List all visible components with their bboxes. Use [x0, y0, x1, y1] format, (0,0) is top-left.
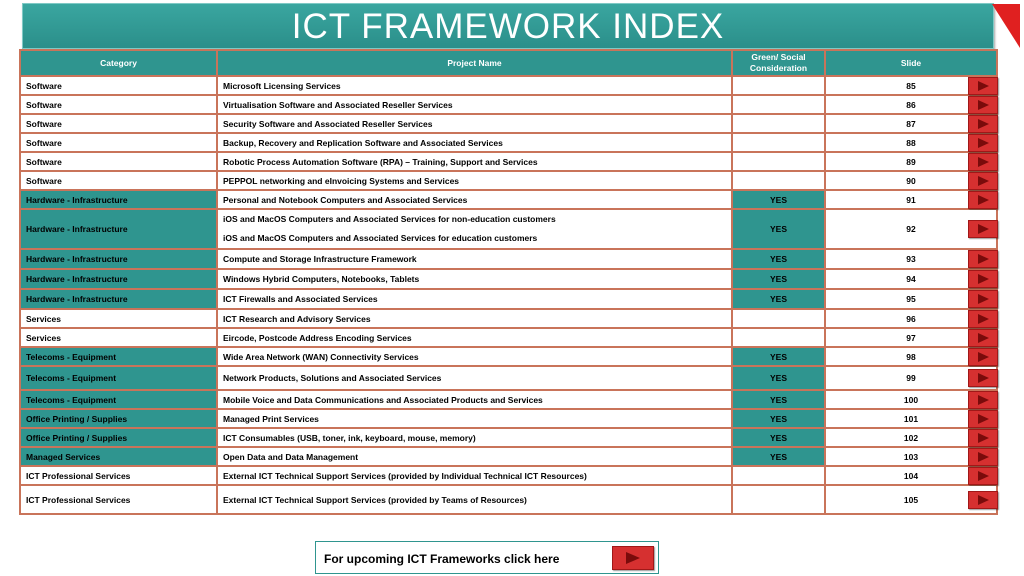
header-category: Category — [20, 50, 217, 76]
project-name-cell: PEPPOL networking and eInvoicing Systems and Services — [217, 171, 732, 190]
green-social-cell — [732, 466, 825, 485]
slide-number: 96 — [906, 313, 916, 324]
table-row — [20, 366, 997, 390]
go-to-slide-button[interactable] — [968, 220, 998, 238]
project-name-cell: Managed Print Services — [217, 409, 732, 428]
green-social-cell: YES — [732, 366, 825, 390]
slide-number: 89 — [906, 156, 916, 167]
project-name-cell: Backup, Recovery and Replication Software and Associated Services — [217, 133, 732, 152]
play-arrow-icon — [978, 352, 989, 362]
slide-cell — [825, 428, 997, 447]
play-arrow-icon — [978, 495, 989, 505]
slide-number: 97 — [906, 332, 916, 343]
table-row — [20, 466, 997, 485]
go-to-slide-button[interactable] — [968, 153, 998, 171]
slide-number: 105 — [903, 494, 919, 505]
play-arrow-icon — [978, 254, 989, 264]
go-to-slide-button[interactable] — [968, 491, 998, 509]
project-name-cell: Windows Hybrid Computers, Notebooks, Tablets — [217, 269, 732, 289]
category-cell: Telecoms - Equipment — [20, 347, 217, 366]
slide-cell — [825, 269, 997, 289]
green-social-cell: YES — [732, 249, 825, 269]
go-to-slide-button[interactable] — [968, 77, 998, 95]
green-social-cell — [732, 133, 825, 152]
category-cell: Hardware - Infrastructure — [20, 289, 217, 309]
go-to-slide-button[interactable] — [968, 448, 998, 466]
table-body — [20, 76, 997, 514]
green-social-cell: YES — [732, 347, 825, 366]
project-name-line: iOS and MacOS Computers and Associated Services for education customers — [223, 233, 538, 243]
go-to-slide-button[interactable] — [968, 134, 998, 152]
slide-number: 95 — [906, 294, 916, 304]
slide-cell — [825, 347, 997, 366]
green-social-cell — [732, 114, 825, 133]
project-name-cell: Security Software and Associated Reseller Services — [217, 114, 732, 133]
category-cell: Software — [20, 76, 217, 95]
slide-number: 86 — [906, 99, 916, 110]
category-cell: Software — [20, 114, 217, 133]
go-to-slide-button[interactable] — [968, 290, 998, 308]
slide-number: 104 — [903, 470, 919, 481]
green-social-cell: YES — [732, 269, 825, 289]
category-cell: Hardware - Infrastructure — [20, 209, 217, 249]
green-social-cell — [732, 309, 825, 328]
table-row — [20, 347, 997, 366]
table-header-row — [20, 50, 997, 76]
category-cell: Office Printing / Supplies — [20, 409, 217, 428]
category-cell: Services — [20, 309, 217, 328]
category-cell: Software — [20, 152, 217, 171]
go-to-slide-button[interactable] — [968, 96, 998, 114]
go-to-slide-button[interactable] — [968, 250, 998, 268]
table-row — [20, 390, 997, 409]
slide-cell — [825, 190, 997, 209]
slide-number: 102 — [903, 432, 919, 443]
project-name-cell: Network Products, Solutions and Associated Services — [217, 366, 732, 390]
slide-number: 87 — [906, 118, 916, 129]
go-to-slide-button[interactable] — [968, 310, 998, 328]
table-row — [20, 114, 997, 133]
slide-cell — [825, 152, 997, 171]
play-arrow-icon — [978, 471, 989, 481]
play-arrow-icon — [978, 274, 989, 284]
play-arrow-icon — [978, 414, 989, 424]
green-social-cell: YES — [732, 409, 825, 428]
table-row — [20, 485, 997, 514]
play-arrow-icon — [978, 176, 989, 186]
play-arrow-icon — [978, 224, 989, 234]
play-arrow-icon — [978, 333, 989, 343]
table-row — [20, 447, 997, 466]
project-name-cell: ICT Consumables (USB, toner, ink, keyboard, mouse, memory) — [217, 428, 732, 447]
play-arrow-icon — [978, 395, 989, 405]
table-row — [20, 249, 997, 269]
slide-cell — [825, 76, 997, 95]
green-social-cell — [732, 95, 825, 114]
slide-cell — [825, 209, 997, 249]
play-arrow-icon — [626, 552, 640, 564]
go-to-slide-button[interactable] — [968, 115, 998, 133]
framework-index-table — [19, 49, 998, 515]
slide-number: 91 — [906, 194, 916, 205]
header-slide: Slide — [825, 50, 997, 76]
category-cell: Software — [20, 171, 217, 190]
slide-cell — [825, 328, 997, 347]
table-row — [20, 328, 997, 347]
upcoming-frameworks-button[interactable] — [612, 546, 654, 570]
green-social-cell: YES — [732, 209, 825, 249]
category-cell: Services — [20, 328, 217, 347]
slide-number: 99 — [906, 373, 916, 383]
slide-cell — [825, 309, 997, 328]
table-row — [20, 76, 997, 95]
slide-number: 85 — [906, 80, 916, 91]
slide-number: 98 — [906, 351, 916, 362]
go-to-slide-button[interactable] — [968, 391, 998, 409]
table-row — [20, 289, 997, 309]
green-social-cell: YES — [732, 190, 825, 209]
category-cell: ICT Professional Services — [20, 485, 217, 514]
project-name-cell: Microsoft Licensing Services — [217, 76, 732, 95]
slide-cell — [825, 390, 997, 409]
go-to-slide-button[interactable] — [968, 329, 998, 347]
project-name-cell: ICT Firewalls and Associated Services — [217, 289, 732, 309]
category-cell: Office Printing / Supplies — [20, 428, 217, 447]
go-to-slide-button[interactable] — [968, 410, 998, 428]
project-name-cell: External ICT Technical Support Services (provided by Teams of Resources) — [217, 485, 732, 514]
go-to-slide-button[interactable] — [968, 172, 998, 190]
corner-triangle-icon — [992, 4, 1020, 48]
green-social-cell — [732, 485, 825, 514]
table-row — [20, 152, 997, 171]
slide-number: 90 — [906, 175, 916, 186]
go-to-slide-button[interactable] — [968, 191, 998, 209]
slide-cell — [825, 447, 997, 466]
green-social-cell: YES — [732, 447, 825, 466]
project-name-cell: Compute and Storage Infrastructure Framework — [217, 249, 732, 269]
project-name-cell: Robotic Process Automation Software (RPA) – Training, Support and Services — [217, 152, 732, 171]
play-arrow-icon — [978, 195, 989, 205]
slide-cell — [825, 289, 997, 309]
table-row — [20, 171, 997, 190]
play-arrow-icon — [978, 314, 989, 324]
play-arrow-icon — [978, 373, 989, 383]
project-name-cell: External ICT Technical Support Services (provided by Individual Technical ICT Resources) — [217, 466, 732, 485]
slide-cell — [825, 133, 997, 152]
category-cell: Hardware - Infrastructure — [20, 249, 217, 269]
table-row — [20, 133, 997, 152]
go-to-slide-button[interactable] — [968, 369, 998, 387]
upcoming-frameworks-box — [315, 541, 659, 574]
project-name-cell: Personal and Notebook Computers and Associated Services — [217, 190, 732, 209]
project-name-cell: Eircode, Postcode Address Encoding Services — [217, 328, 732, 347]
table-row — [20, 95, 997, 114]
play-arrow-icon — [978, 81, 989, 91]
category-cell: Telecoms - Equipment — [20, 366, 217, 390]
header-green-social: Green/ Social Consideration — [732, 50, 825, 76]
category-cell: Telecoms - Equipment — [20, 390, 217, 409]
play-arrow-icon — [978, 294, 989, 304]
play-arrow-icon — [978, 433, 989, 443]
category-cell: Software — [20, 95, 217, 114]
play-arrow-icon — [978, 138, 989, 148]
play-arrow-icon — [978, 452, 989, 462]
table-row — [20, 409, 997, 428]
slide-number: 93 — [906, 254, 916, 264]
category-cell: ICT Professional Services — [20, 466, 217, 485]
project-name-cell: Virtualisation Software and Associated Reseller Services — [217, 95, 732, 114]
slide-cell — [825, 249, 997, 269]
table-row — [20, 428, 997, 447]
table-row — [20, 209, 997, 249]
category-cell: Software — [20, 133, 217, 152]
category-cell: Hardware - Infrastructure — [20, 269, 217, 289]
slide-cell — [825, 466, 997, 485]
project-name-cell: ICT Research and Advisory Services — [217, 309, 732, 328]
slide-cell — [825, 485, 997, 514]
go-to-slide-button[interactable] — [968, 270, 998, 288]
green-social-cell — [732, 76, 825, 95]
upcoming-frameworks-label: For upcoming ICT Frameworks click here — [324, 552, 560, 566]
project-name-cell: Open Data and Data Management — [217, 447, 732, 466]
slide-number: 103 — [903, 451, 919, 462]
go-to-slide-button[interactable] — [968, 429, 998, 447]
slide-number: 94 — [906, 274, 916, 284]
header-project-name: Project Name — [217, 50, 732, 76]
project-name-line: iOS and MacOS Computers and Associated Services for non-education customers — [223, 214, 556, 224]
go-to-slide-button[interactable] — [968, 467, 998, 485]
play-arrow-icon — [978, 157, 989, 167]
table-row — [20, 269, 997, 289]
green-social-cell: YES — [732, 289, 825, 309]
green-social-cell — [732, 152, 825, 171]
slide-number: 88 — [906, 137, 916, 148]
slide-number: 100 — [903, 394, 919, 405]
slide-number: 92 — [906, 224, 916, 234]
slide-cell — [825, 171, 997, 190]
project-name-cell — [217, 209, 732, 249]
slide-number: 101 — [903, 413, 919, 424]
green-social-cell — [732, 328, 825, 347]
project-name-cell: Mobile Voice and Data Communications and Associated Products and Services — [217, 390, 732, 409]
play-arrow-icon — [978, 100, 989, 110]
category-cell: Managed Services — [20, 447, 217, 466]
table-row — [20, 309, 997, 328]
page-title: ICT FRAMEWORK INDEX — [291, 7, 725, 46]
green-social-cell: YES — [732, 390, 825, 409]
go-to-slide-button[interactable] — [968, 348, 998, 366]
slide-cell — [825, 409, 997, 428]
project-name-cell: Wide Area Network (WAN) Connectivity Services — [217, 347, 732, 366]
table-row — [20, 190, 997, 209]
slide-cell — [825, 95, 997, 114]
category-cell: Hardware - Infrastructure — [20, 190, 217, 209]
title-banner — [22, 3, 994, 49]
play-arrow-icon — [978, 119, 989, 129]
slide-cell — [825, 366, 997, 390]
slide-cell — [825, 114, 997, 133]
green-social-cell: YES — [732, 428, 825, 447]
green-social-cell — [732, 171, 825, 190]
